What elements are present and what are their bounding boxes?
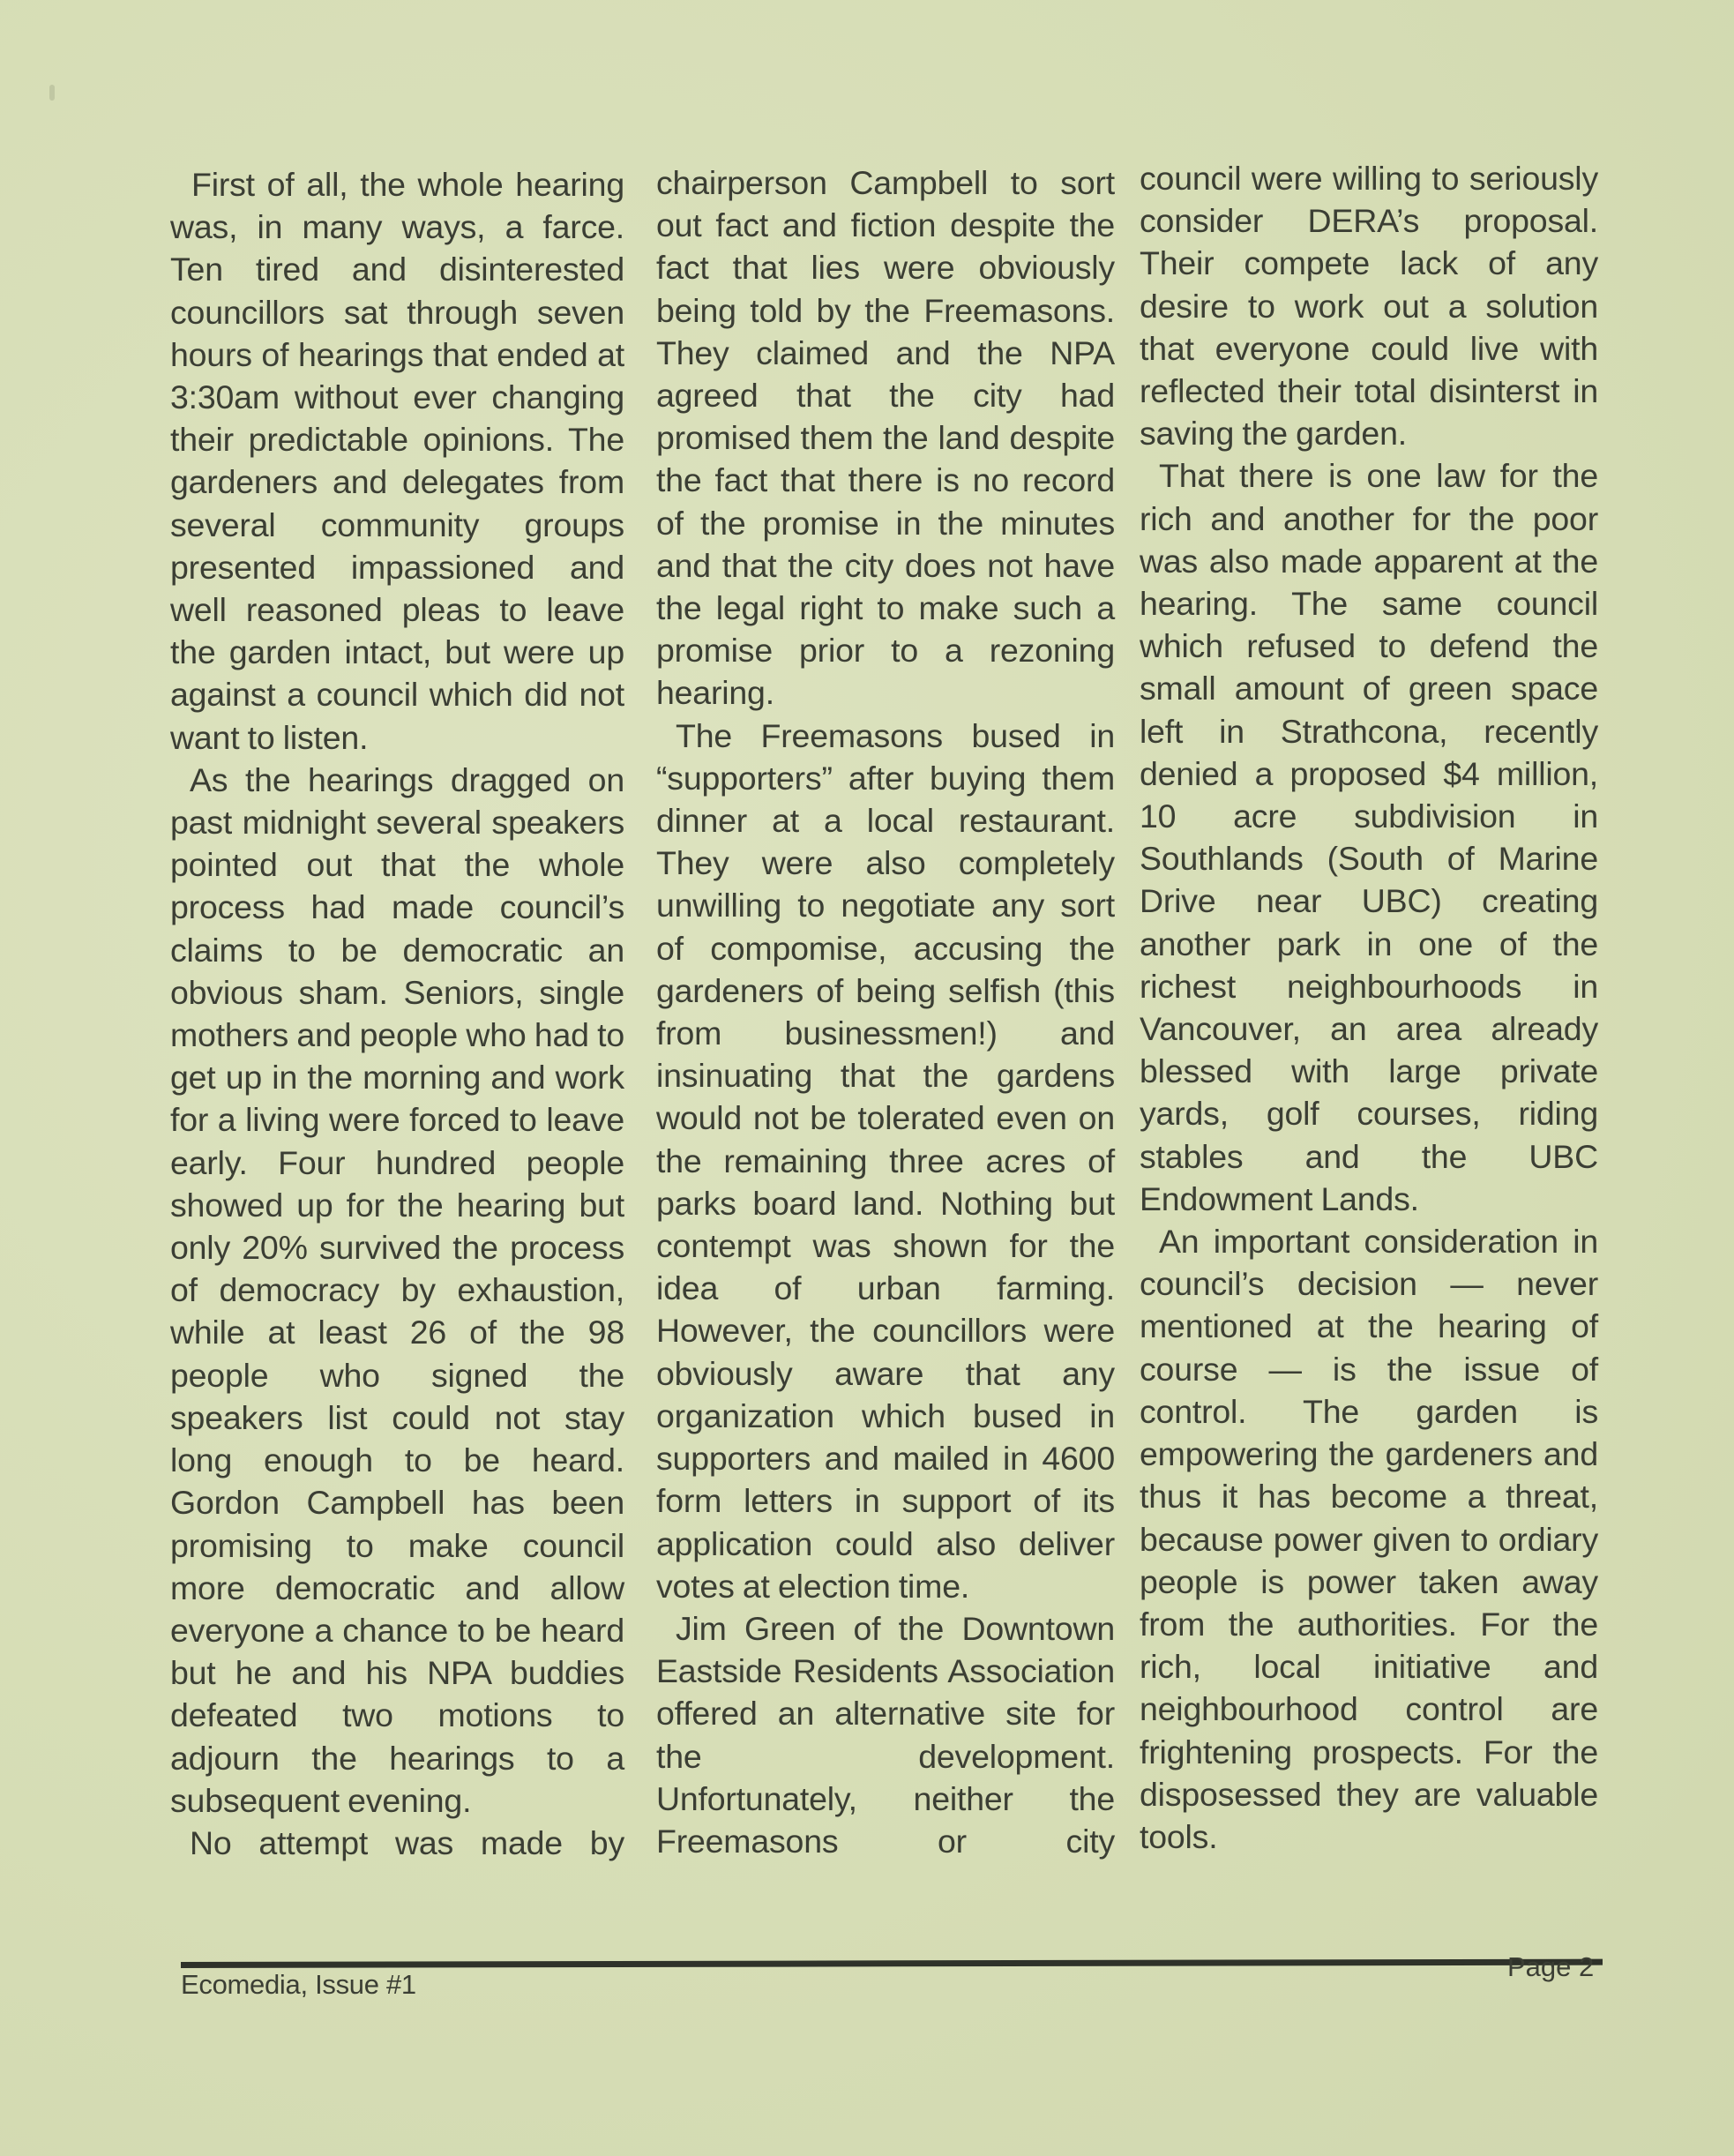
- article-column-3: [1140, 157, 1598, 1858]
- paragraph: The Freemasons bused in “supporters” after buying them dinner at a local restaurant. They were also completely unwilling to negotiate any sort of compomise, accusing the gardeners of being selfish (this from businessmen!) and insinuating that the gardens would not be tolerated even on the remaining three acres of parks board land. Nothing but contempt was shown for the idea of urban farming. However, the councillors were obviously aware that any organization which bused in supporters and mailed in 4600 form letters in support of its application could also deliver votes at election time.: [656, 716, 1115, 1605]
- paragraph: chairperson Campbell to sort out fact and fiction despite the fact that lies were obviously being told by the Freemasons. They claimed and the NPA agreed that the city had promised them the land despite the fact that there is no record of the promise in the minutes and that the city does not have the legal right to make such a promise prior to a rezoning hearing.: [656, 164, 1115, 712]
- article-column-1: [170, 163, 624, 1864]
- publication-name: Ecomedia, Issue #1: [181, 1969, 416, 2000]
- paragraph: That there is one law for the rich and another for the poor was also made apparent at the hearing. The same council which refused to defend the small amount of green space left in Strathcona, recently denied a proposed $4 million, 10 acre subdivision in Southlands (South of Marine Drive near UBC) creating another park in one of the richest neighbourhoods in Vancouver, an area already blessed with large private yards, golf courses, riding stables and the UBC Endowment Lands.: [1140, 457, 1598, 1217]
- paragraph: council were willing to seriously consider DERA’s proposal. Their compete lack of any desire to work out a solution that everyone could live with reflected their total disinterst in saving the garden.: [1140, 160, 1598, 453]
- footer-divider: [181, 1959, 1603, 1968]
- paper-blemish: [49, 85, 55, 101]
- paragraph: No attempt was made by: [190, 1823, 624, 1861]
- article-column-2: [656, 161, 1115, 1862]
- paragraph: As the hearings dragged on past midnight several speakers pointed out that the whole process had made council’s claims to be democratic an obvious sham. Seniors, single mothers and people who had to get up in the morning and work for a living were forced to leave early. Four hundred people showed up for the hearing but only 20% survived the process of democracy by exhaustion, while at least 26 of the 98 people who signed the speakers list could not stay long enough to be heard. Gordon Campbell has been promising to make council more democratic and allow everyone a chance to be heard but he and his NPA buddies defeated two motions to adjourn the hearings to a subsequent evening.: [170, 760, 624, 1819]
- paragraph: Jim Green of the Downtown Eastside Residents Association offered an alternative site for the development. Unfortunately, neither the Freemasons or city: [656, 1609, 1115, 1860]
- paragraph: First of all, the whole hearing was, in many ways, a farce. Ten tired and disinterested councillors sat through seven hours of hearings that ended at 3:30am without ever changing their predictable opinions. The gardeners and delegates from several community groups presented impassioned and well reasoned pleas to leave the garden intact, but were up against a council which did not want to listen.: [170, 166, 624, 756]
- paragraph: An important consideration in council’s decision — never mentioned at the hearing of course — is the issue of control. The garden is empowering the gardeners and thus it has become a threat, because power given to ordiary people is power taken away from the authorities. For the rich, local initiative and neighbourhood control are frightening prospects. For the disposessed they are valuable tools.: [1140, 1223, 1598, 1855]
- page-number: Page 2: [1507, 1951, 1595, 1982]
